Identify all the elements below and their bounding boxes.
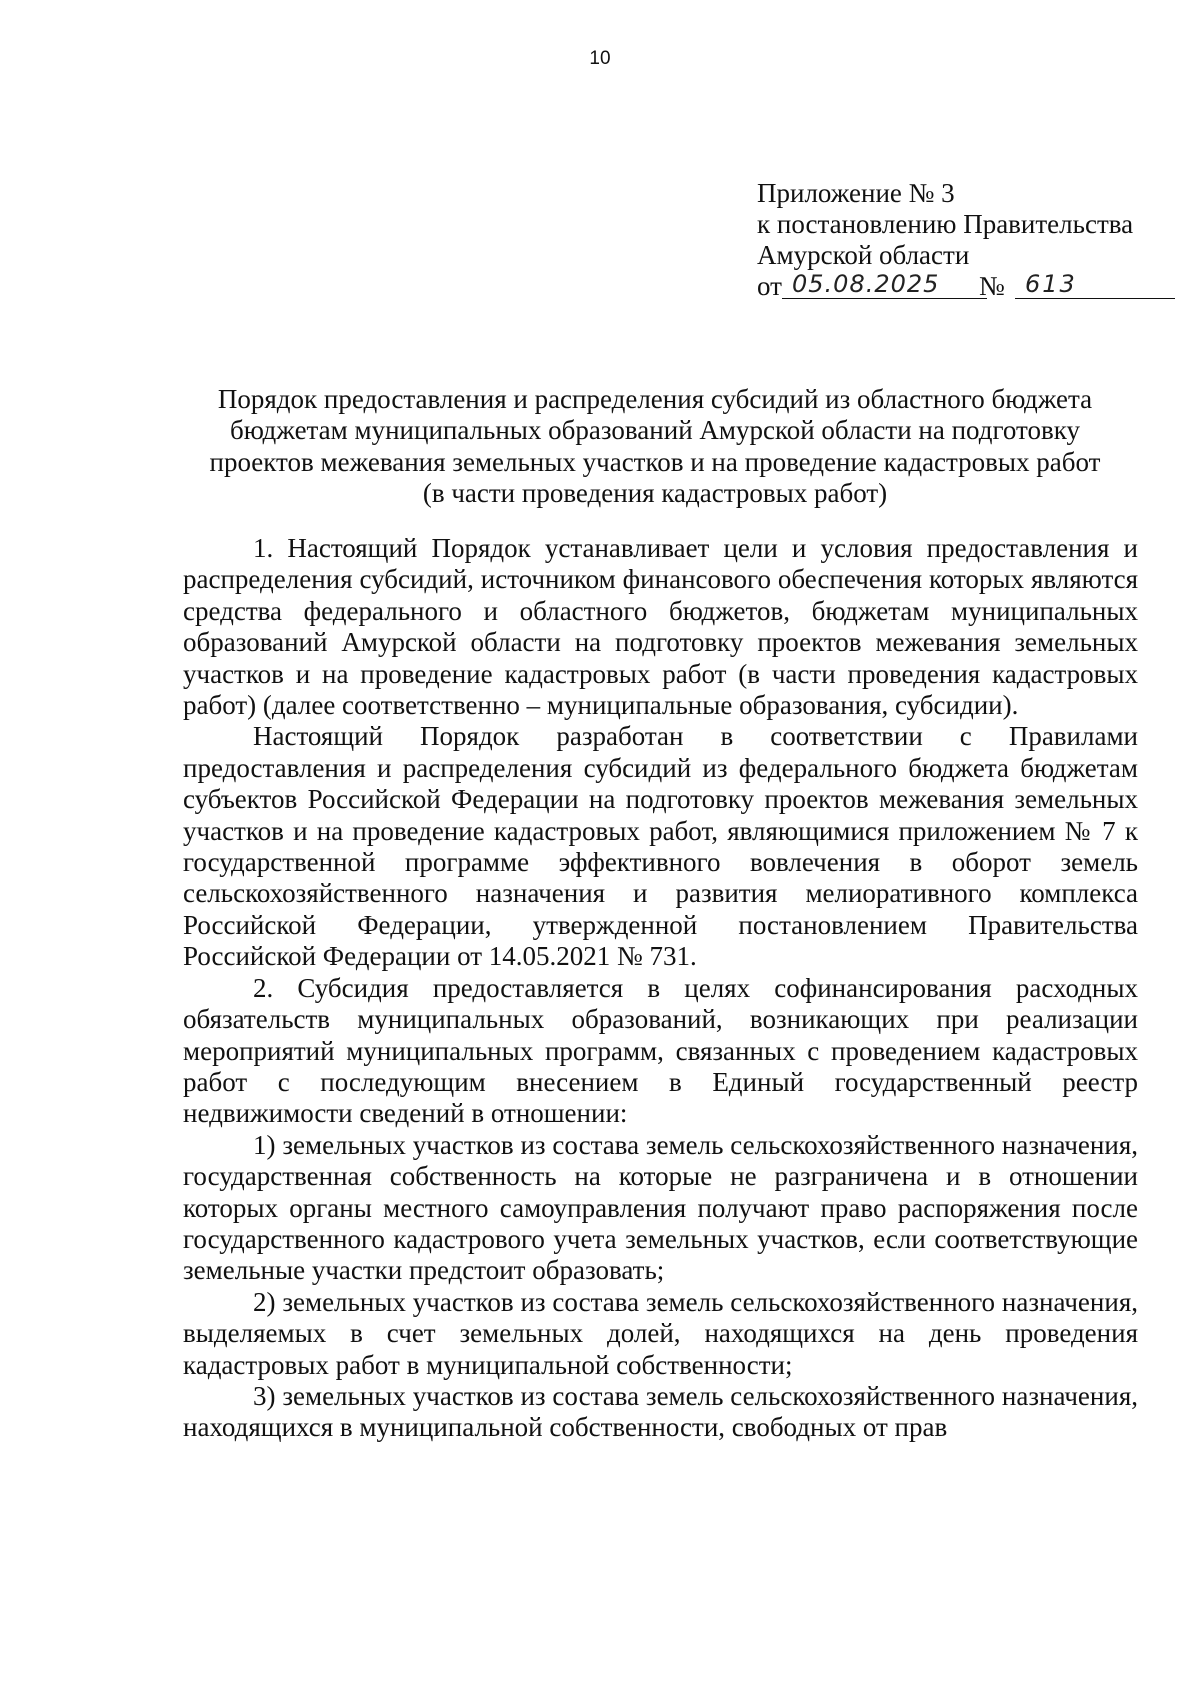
list-item-2: 2) земельных участков из состава земель сельскохозяйственного назначения, выделяемых в счет земельных долей, находящихся на день проведения кадастровых работ в муниципальной собственности; bbox=[183, 1286, 1138, 1380]
document-title bbox=[170, 384, 1140, 510]
appendix-region: Амурской области bbox=[757, 240, 970, 270]
appendix-number: Приложение № 3 bbox=[757, 178, 955, 208]
date-prefix: от bbox=[757, 271, 782, 301]
list-item-1: 1) земельных участков из состава земель сельскохозяйственного назначения, государственная собственность на которые не разграничена и в отношении которых органы местного самоуправления получают право распоряжения после государственного кадастрового учета земельных участков, если соответствующие земельные участки предстоит образовать; bbox=[183, 1129, 1138, 1286]
paragraph-3: 2. Субсидия предоставляется в целях софинансирования расходных обязательств муниципальных образований, возникающих при реализации мероприятий муниципальных программ, связанных с проведением кадастровых работ с последующим внесением в Единый государственный реестр недвижимости сведений в отношении: bbox=[183, 972, 1138, 1129]
appendix-header bbox=[757, 178, 1177, 302]
appendix-resolution-ref: к постановлению Правительства bbox=[757, 209, 1134, 239]
page-number: 10 bbox=[589, 48, 611, 69]
paragraph-1: 1. Настоящий Порядок устанавливает цели и условия предоставления и распределения субсидий, источником финансового обеспечения которых являются средства федерального и областного бюджетов, бюджетам муниципальных образований Амурской области на подготовку проектов межевания земельных участков и на проведение кадастровых работ (в части проведения кадастровых работ) (далее соответственно – муниципальные образования, субсидии). bbox=[183, 533, 1138, 721]
title-line: бюджетам муниципальных образований Амурской области на подготовку bbox=[230, 415, 1080, 446]
handwritten-number: 613 bbox=[1015, 272, 1175, 299]
list-item-3: 3) земельных участков из состава земель сельскохозяйственного назначения, находящихся в муниципальной собственности, свободных от прав bbox=[183, 1380, 1138, 1443]
appendix-date-line bbox=[757, 271, 1177, 302]
title-line: Порядок предоставления и распределения субсидий из областного бюджета bbox=[217, 384, 1093, 414]
title-line: (в части проведения кадастровых работ) bbox=[422, 478, 888, 509]
number-label: № bbox=[979, 271, 1005, 301]
handwritten-date: 05.08.2025 bbox=[782, 272, 987, 299]
document-body bbox=[183, 533, 1138, 1444]
title-line: проектов межевания земельных участков и на проведение кадастровых работ bbox=[209, 446, 1101, 477]
paragraph-2: Настоящий Порядок разработан в соответствии с Правилами предоставления и распределения субсидий из федерального бюджета бюджетам субъектов Российской Федерации на подготовку проектов межевания земельных участков и на проведение кадастровых работ, являющимися приложением № 7 к государственной программе эффективного вовлечения в оборот земель сельскохозяйственного назначения и развития мелиоративного комплекса Российской Федерации, утвержденной постановлением Правительства Российской Федерации от 14.05.2021 № 731. bbox=[183, 721, 1138, 972]
